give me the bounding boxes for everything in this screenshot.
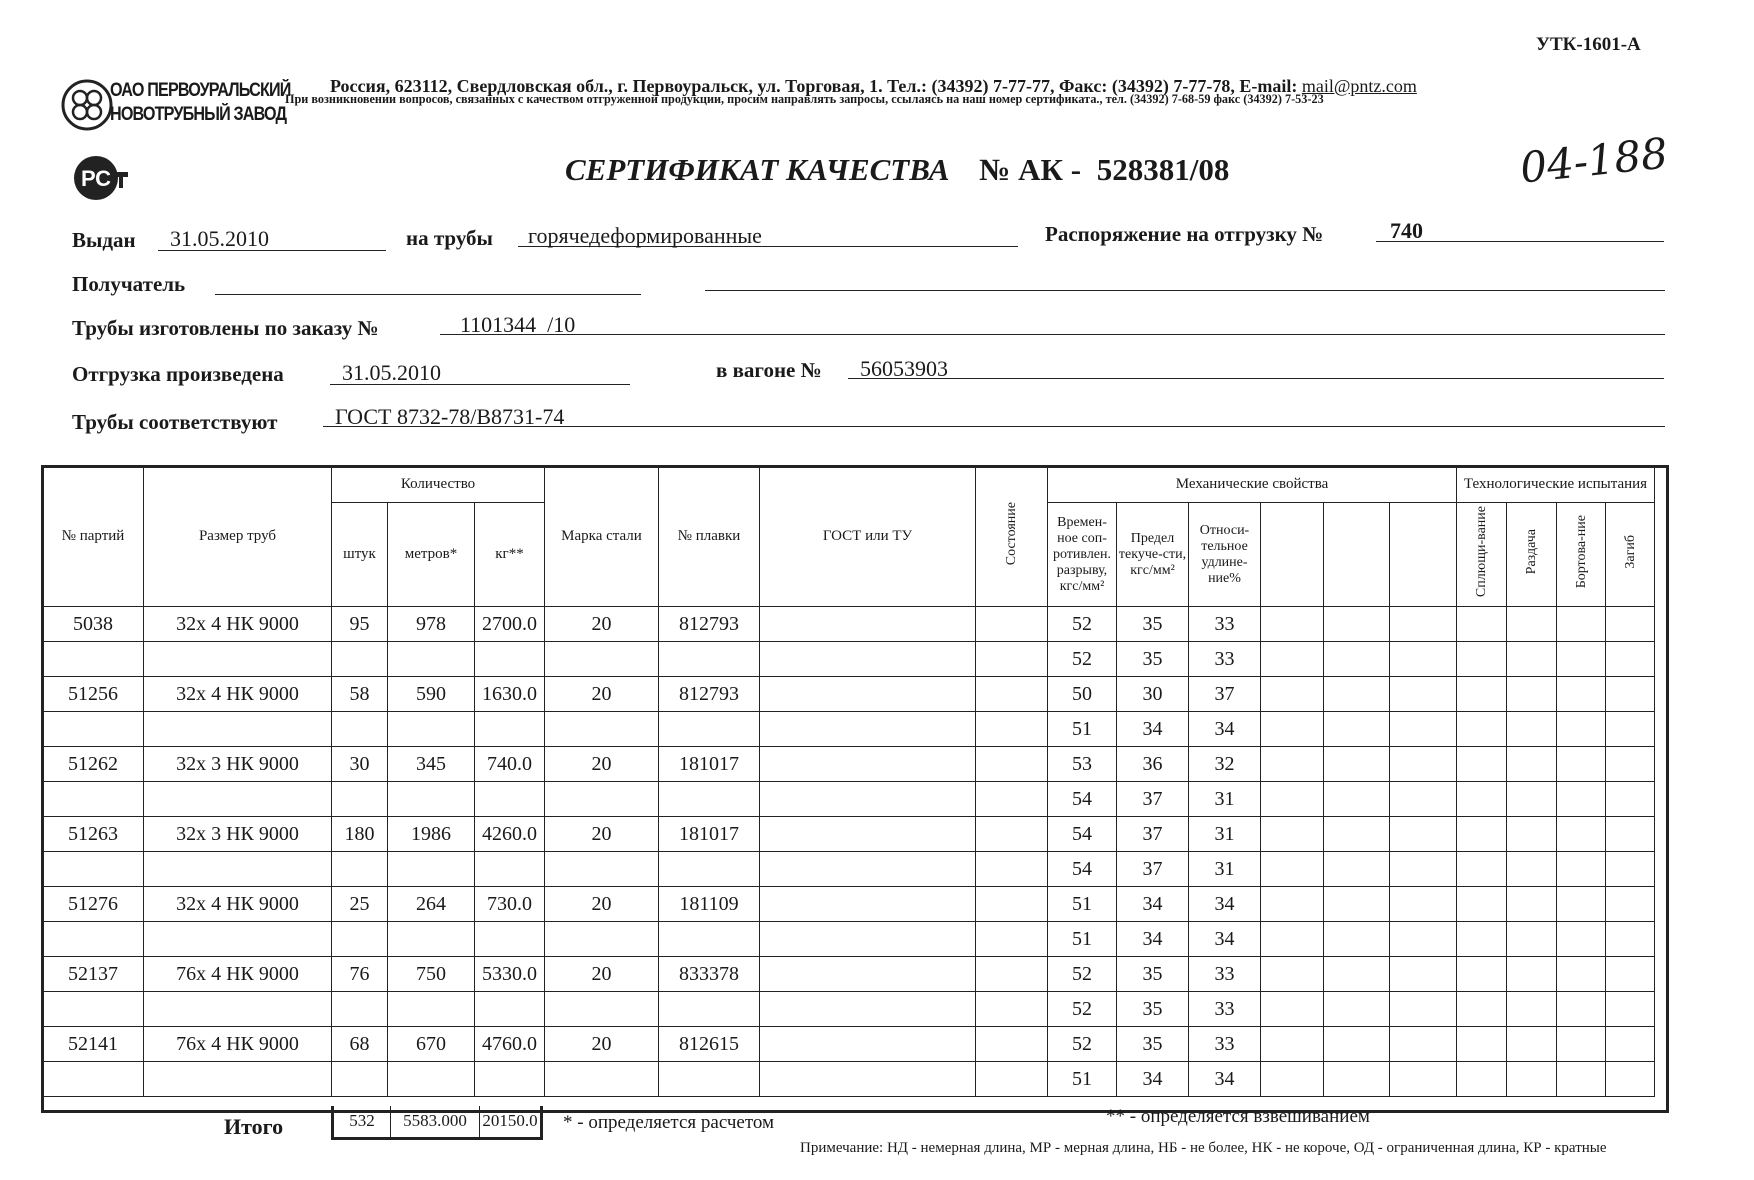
- cell-pcs: 180: [332, 817, 388, 852]
- cell-tensile: 54: [1048, 817, 1117, 852]
- cell-heat: 833378: [659, 957, 760, 992]
- cell-batch: 52141: [43, 1027, 144, 1062]
- cell-heat: 181017: [659, 817, 760, 852]
- cell-kg: 740.0: [475, 747, 545, 782]
- cell-yield: 34: [1117, 887, 1189, 922]
- cell-kg: 2700.0: [475, 607, 545, 642]
- cell-steel: 20: [545, 887, 659, 922]
- cell-size: 76x 4 НК 9000: [144, 1027, 332, 1062]
- cell-elongation: 31: [1189, 782, 1261, 817]
- cell-elongation: 32: [1189, 747, 1261, 782]
- header-steel: Марка стали: [545, 467, 659, 607]
- cell-kg: 4260.0: [475, 817, 545, 852]
- cell-pcs: 25: [332, 887, 388, 922]
- recipient-label: Получатель: [72, 272, 186, 296]
- cell-heat: 181017: [659, 747, 760, 782]
- rst-mark-icon: [66, 148, 132, 208]
- form-code: УТК-1601-А: [1536, 34, 1641, 55]
- cell-yield: 35: [1117, 642, 1189, 677]
- cell-batch: 51256: [43, 677, 144, 712]
- header-expand: [1507, 503, 1557, 607]
- cell-tensile: 51: [1048, 712, 1117, 747]
- table-row: [43, 1062, 1655, 1097]
- cell-kg: 730.0: [475, 887, 545, 922]
- cell-heat: 812793: [659, 677, 760, 712]
- table-row: [43, 922, 1655, 957]
- address-text: Россия, 623112, Свердловская обл., г. Первоуральск, ул. Торговая, 1. Тел.: (34392) 7-77-77, Факс: (34392) 7-77-78,: [330, 76, 1235, 96]
- cell-meters: 345: [388, 747, 475, 782]
- cell-elongation: 34: [1189, 1062, 1261, 1097]
- header-kg: кг**: [475, 503, 545, 607]
- cell-batch: 51263: [43, 817, 144, 852]
- cell-elongation: 37: [1189, 677, 1261, 712]
- wagon-value: 56053903: [860, 356, 948, 381]
- issued-value: 31.05.2010: [170, 226, 269, 251]
- company-name-line1: ОАО ПЕРВОУРАЛЬСКИЙ: [110, 80, 291, 101]
- cell-elongation: 33: [1189, 957, 1261, 992]
- cell-tensile: 51: [1048, 922, 1117, 957]
- table-row: [43, 642, 1655, 677]
- header-flange: [1557, 503, 1606, 607]
- cell-yield: 34: [1117, 1062, 1189, 1097]
- cell-yield: 37: [1117, 852, 1189, 887]
- shipped-label: Отгрузка произведена: [72, 362, 284, 386]
- company-logo: [60, 78, 114, 132]
- cell-elongation: 33: [1189, 992, 1261, 1027]
- cell-steel: 20: [545, 747, 659, 782]
- header-bend-text: Загиб: [1622, 535, 1638, 569]
- cell-meters: 978: [388, 607, 475, 642]
- header-gost: ГОСТ или ТУ: [760, 467, 976, 607]
- header-tech: Технологические испытания: [1457, 467, 1655, 503]
- cell-tensile: 53: [1048, 747, 1117, 782]
- cell-meters: 264: [388, 887, 475, 922]
- cell-meters: 1986: [388, 817, 475, 852]
- totals-kg: 20150.0: [482, 1111, 538, 1130]
- manufactured-value: 1101344 /10: [460, 312, 576, 337]
- cell-elongation: 33: [1189, 642, 1261, 677]
- totals-pcs: 532: [334, 1106, 391, 1137]
- cell-yield: 37: [1117, 817, 1189, 852]
- cell-yield: 35: [1117, 607, 1189, 642]
- cell-size: 76x 4 НК 9000: [144, 957, 332, 992]
- header-yield: Предел текуче-сти, кгс/мм²: [1117, 503, 1189, 607]
- cell-elongation: 34: [1189, 712, 1261, 747]
- cell-size: 32x 4 НК 9000: [144, 677, 332, 712]
- cell-pcs: 30: [332, 747, 388, 782]
- cell-steel: 20: [545, 607, 659, 642]
- certificate-table: [42, 466, 1655, 1097]
- cell-size: 32x 3 НК 9000: [144, 817, 332, 852]
- totals-box: [331, 1106, 543, 1140]
- cell-kg: 5330.0: [475, 957, 545, 992]
- cell-elongation: 34: [1189, 887, 1261, 922]
- cell-pcs: 95: [332, 607, 388, 642]
- header-heat: № плавки: [659, 467, 760, 607]
- cell-yield: 35: [1117, 957, 1189, 992]
- table-row: [43, 957, 1655, 992]
- header-quantity: Количество: [332, 467, 545, 503]
- header-tensile: Времен-ное соп-ротивлен. разрыву, кгс/мм²: [1048, 503, 1117, 607]
- cell-steel: 20: [545, 957, 659, 992]
- inquiry-notice: При возникновении вопросов, связанных с качеством отгруженной продукции, просим направлять запросы, ссылаясь на наш номер сертификата., тел. (34392) 7-68-59 факс (34392) 7-53-23: [285, 91, 1324, 106]
- cell-batch: 51276: [43, 887, 144, 922]
- table-row: [43, 992, 1655, 1027]
- header-state: [976, 467, 1048, 607]
- cell-meters: 670: [388, 1027, 475, 1062]
- header-expand-text: Раздача: [1524, 529, 1539, 575]
- table-body: [43, 607, 1655, 1097]
- cell-steel: 20: [545, 677, 659, 712]
- footnote-calculated: * - определяется расчетом: [563, 1112, 775, 1133]
- cell-tensile: 51: [1048, 1062, 1117, 1097]
- cell-yield: 34: [1117, 712, 1189, 747]
- certificate-title: [565, 152, 1229, 188]
- issued-label: Выдан: [72, 228, 136, 252]
- cell-kg: 1630.0: [475, 677, 545, 712]
- cell-batch: 52137: [43, 957, 144, 992]
- cell-pcs: 76: [332, 957, 388, 992]
- order-value: 740: [1390, 218, 1423, 243]
- cell-pcs: 58: [332, 677, 388, 712]
- header-batch: № партий: [43, 467, 144, 607]
- header-meters: метров*: [388, 503, 475, 607]
- cell-tensile: 51: [1048, 887, 1117, 922]
- cell-batch: 5038: [43, 607, 144, 642]
- totals-label: Итого: [224, 1114, 284, 1139]
- cell-yield: 35: [1117, 1027, 1189, 1062]
- cell-heat: 181109: [659, 887, 760, 922]
- email-link[interactable]: mail@pntz.com: [1301, 76, 1417, 96]
- cell-yield: 34: [1117, 922, 1189, 957]
- pipes-value: горячедеформированные: [528, 223, 762, 248]
- header-flange-text: Бортова-ние: [1573, 515, 1589, 589]
- header-flatten-text: Сплющи-вание: [1474, 506, 1489, 598]
- cell-tensile: 52: [1048, 957, 1117, 992]
- shipped-value: 31.05.2010: [342, 360, 441, 385]
- cell-steel: 20: [545, 1027, 659, 1062]
- cell-batch: 51262: [43, 747, 144, 782]
- table-row: [43, 852, 1655, 887]
- table-row: [43, 677, 1655, 712]
- table-row: [43, 712, 1655, 747]
- cell-yield: 30: [1117, 677, 1189, 712]
- header-pcs: штук: [332, 503, 388, 607]
- cell-steel: 20: [545, 817, 659, 852]
- comply-value: ГОСТ 8732-78/В8731-74: [335, 404, 565, 429]
- table-row: [43, 817, 1655, 852]
- certificate-number: 528381/08: [1096, 152, 1230, 187]
- cell-tensile: 54: [1048, 782, 1117, 817]
- table-row: [43, 607, 1655, 642]
- totals-meters: 5583.000: [391, 1106, 480, 1137]
- cell-tensile: 52: [1048, 642, 1117, 677]
- footnote-note: Примечание: НД - немерная длина, МР - мерная длина, НБ - не более, НК - не короче, ОД - ограниченная длина, КР - кратные: [800, 1140, 1607, 1156]
- cell-elongation: 34: [1189, 922, 1261, 957]
- certification-mark: [66, 148, 132, 208]
- cell-meters: 590: [388, 677, 475, 712]
- cell-elongation: 33: [1189, 607, 1261, 642]
- table-row: [43, 747, 1655, 782]
- cell-yield: 37: [1117, 782, 1189, 817]
- cell-tensile: 52: [1048, 607, 1117, 642]
- cell-meters: 750: [388, 957, 475, 992]
- wagon-label: в вагоне №: [716, 358, 822, 382]
- cell-tensile: 52: [1048, 992, 1117, 1027]
- footnote-weighed: ** - определяется взвешиванием: [1106, 1106, 1370, 1127]
- svg-text:РС: РС: [80, 166, 112, 191]
- manufactured-label: Трубы изготовлены по заказу №: [72, 316, 379, 340]
- cell-size: 32x 3 НК 9000: [144, 747, 332, 782]
- handwritten-note: 04-188: [1517, 128, 1670, 193]
- pipes-label: на трубы: [406, 226, 493, 250]
- cell-heat: 812793: [659, 607, 760, 642]
- cell-elongation: 33: [1189, 1027, 1261, 1062]
- cell-size: 32x 4 НК 9000: [144, 887, 332, 922]
- cell-size: 32x 4 НК 9000: [144, 607, 332, 642]
- cell-elongation: 31: [1189, 817, 1261, 852]
- email-label: E-mail:: [1239, 76, 1298, 96]
- header-flatten: [1457, 503, 1507, 607]
- cell-yield: 36: [1117, 747, 1189, 782]
- comply-label: Трубы соответствуют: [72, 410, 278, 434]
- table-row: [43, 887, 1655, 922]
- cell-tensile: 50: [1048, 677, 1117, 712]
- table-row: [43, 782, 1655, 817]
- cell-tensile: 52: [1048, 1027, 1117, 1062]
- cell-yield: 35: [1117, 992, 1189, 1027]
- header-state-text: Состояние: [1004, 502, 1019, 566]
- title-text: СЕРТИФИКАТ КАЧЕСТВА: [565, 152, 950, 187]
- cell-kg: 4760.0: [475, 1027, 545, 1062]
- cell-pcs: 68: [332, 1027, 388, 1062]
- header-mech: Механические свойства: [1048, 467, 1457, 503]
- cell-elongation: 31: [1189, 852, 1261, 887]
- order-label: Распоряжение на отгрузку №: [1045, 222, 1324, 246]
- header-elong: Относи-тельное удлине-ние%: [1189, 503, 1261, 607]
- header-size: Размер труб: [144, 467, 332, 607]
- table-row: [43, 1027, 1655, 1062]
- company-name-line2: НОВОТРУБНЫЙ ЗАВОД: [110, 104, 287, 125]
- cell-heat: 812615: [659, 1027, 760, 1062]
- header-bend: [1606, 503, 1655, 607]
- cell-tensile: 54: [1048, 852, 1117, 887]
- number-label: № АК -: [979, 152, 1082, 187]
- logo-pipes-icon: [60, 78, 114, 132]
